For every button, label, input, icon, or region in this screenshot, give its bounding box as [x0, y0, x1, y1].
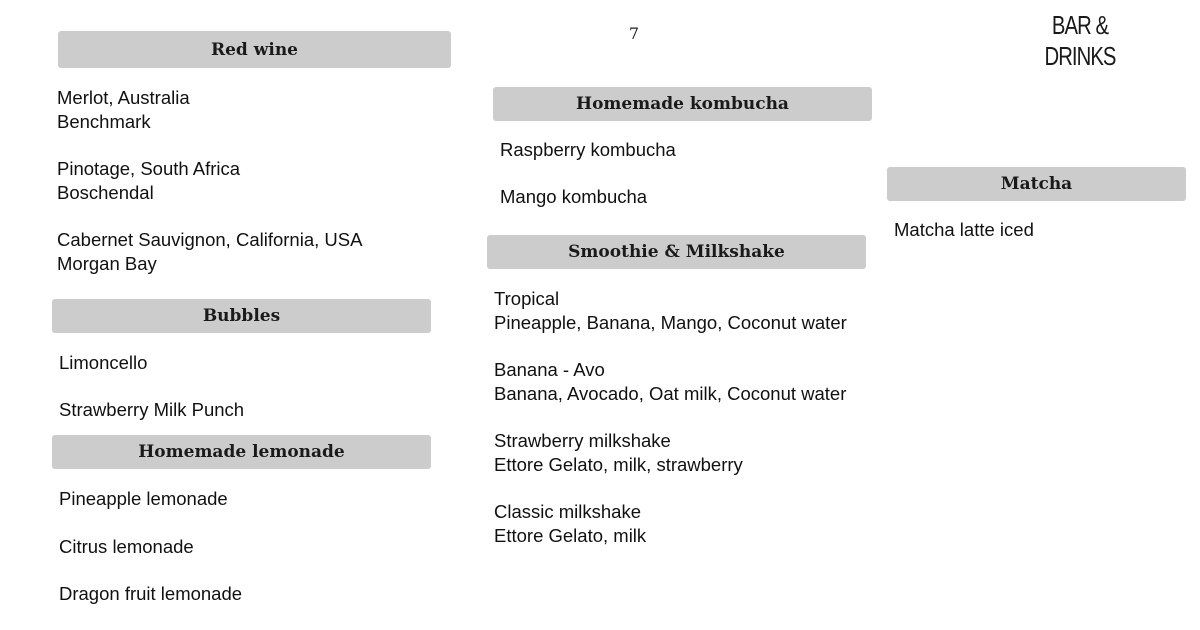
section-header-red-wine: Red wine [58, 31, 451, 68]
item-name: Limoncello [59, 352, 148, 373]
menu-item-classic-milkshake [494, 500, 646, 548]
section-header-smoothie-milkshake: Smoothie & Milkshake [487, 235, 866, 269]
menu-item-strawberry-milk-punch [59, 398, 244, 422]
brand-logo-text: BAR & DRINKS [1044, 10, 1116, 71]
item-name: Banana - Avo [494, 359, 605, 380]
item-name: Pinotage, South Africa [57, 158, 241, 179]
menu-item-limoncello [59, 351, 147, 375]
menu-item-cabernet [57, 228, 362, 276]
menu-item-banana-avo [494, 358, 846, 406]
item-name: Mango kombucha [500, 186, 648, 207]
item-detail: Ettore Gelato, milk, strawberry [494, 454, 743, 475]
item-name: Strawberry milkshake [494, 430, 671, 451]
item-name: Dragon fruit lemonade [59, 583, 243, 604]
menu-item-raspberry-kombucha [500, 138, 676, 162]
section-header-bubbles: Bubbles [52, 299, 431, 333]
menu-item-matcha-latte-iced [894, 218, 1034, 242]
section-header-matcha: Matcha [887, 167, 1186, 201]
item-name: Citrus lemonade [59, 536, 194, 557]
menu-item-strawberry-milkshake [494, 429, 743, 477]
menu-item-mango-kombucha [500, 185, 647, 209]
menu-item-merlot [57, 86, 190, 134]
item-detail: Morgan Bay [57, 253, 157, 274]
section-header-kombucha: Homemade kombucha [493, 87, 872, 121]
menu-item-pinotage [57, 157, 240, 205]
item-name: Strawberry Milk Punch [59, 399, 245, 420]
page-number: 7 [628, 24, 640, 43]
item-detail: Pineapple, Banana, Mango, Coconut water [494, 312, 847, 333]
menu-item-pineapple-lemonade [59, 487, 228, 511]
item-name: Pineapple lemonade [59, 488, 228, 509]
item-detail: Ettore Gelato, milk [494, 525, 647, 546]
item-name: Cabernet Sauvignon, California, USA [57, 229, 363, 250]
item-detail: Boschendal [57, 182, 154, 203]
menu-item-dragon-fruit-lemonade [59, 582, 242, 606]
item-detail: Banana, Avocado, Oat milk, Coconut water [494, 383, 847, 404]
section-header-lemonade: Homemade lemonade [52, 435, 431, 469]
menu-item-tropical [494, 287, 847, 335]
item-name: Tropical [494, 288, 560, 309]
item-detail: Benchmark [57, 111, 151, 132]
item-name: Matcha latte iced [894, 219, 1034, 240]
item-name: Classic milkshake [494, 501, 642, 522]
item-name: Raspberry kombucha [500, 139, 676, 160]
menu-item-citrus-lemonade [59, 535, 194, 559]
item-name: Merlot, Australia [57, 87, 190, 108]
